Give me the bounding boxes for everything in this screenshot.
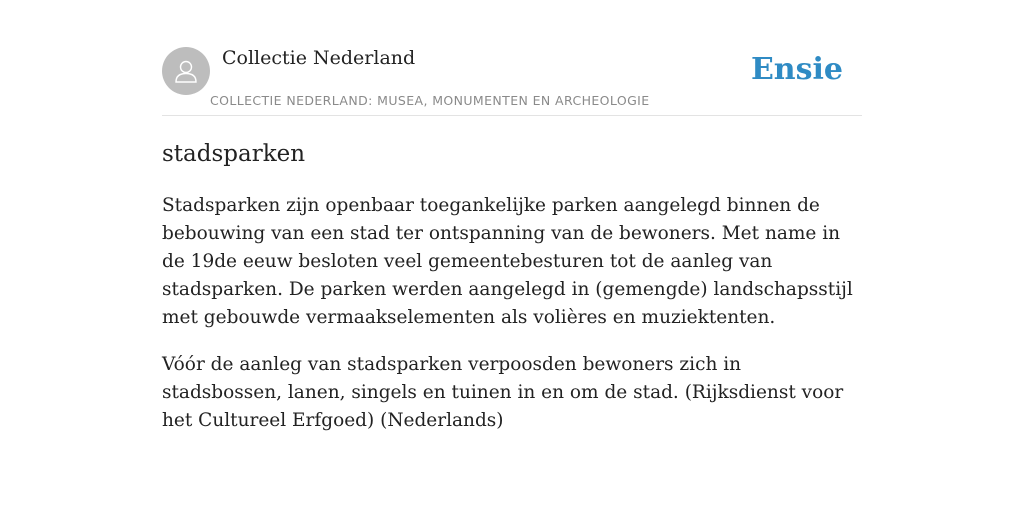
- brand-logo[interactable]: Ensie: [750, 52, 843, 87]
- user-icon: [172, 57, 200, 85]
- entry-term: stadsparken: [162, 141, 306, 167]
- entry-paragraph: Stadsparken zijn openbaar toegankelijke parken aangelegd binnen de bebouwing van een stad ter ontspanning van de bewoners. Met name in de 19de eeuw besloten veel gemeentebesturen tot de aanleg van stadsparken. De parken werden aangelegd in (gemengde) landschapsstijl met gebouwde vermaakselementen als volières en muziektenten.: [162, 195, 853, 328]
- author-subtitle: COLLECTIE NEDERLAND: MUSEA, MONUMENTEN EN ARCHEOLOGIE: [210, 93, 650, 108]
- entry-card: [162, 0, 862, 512]
- author-name[interactable]: Collectie Nederland: [222, 47, 416, 69]
- avatar[interactable]: [162, 47, 210, 95]
- entry-paragraph: Vóór de aanleg van stadsparken verpoosden bewoners zich in stadsbossen, lanen, singels en tuinen in en om de stad. (Rijksdienst voor het Cultureel Erfgoed) (Nederlands): [162, 354, 844, 431]
- entry-header: [162, 0, 862, 116]
